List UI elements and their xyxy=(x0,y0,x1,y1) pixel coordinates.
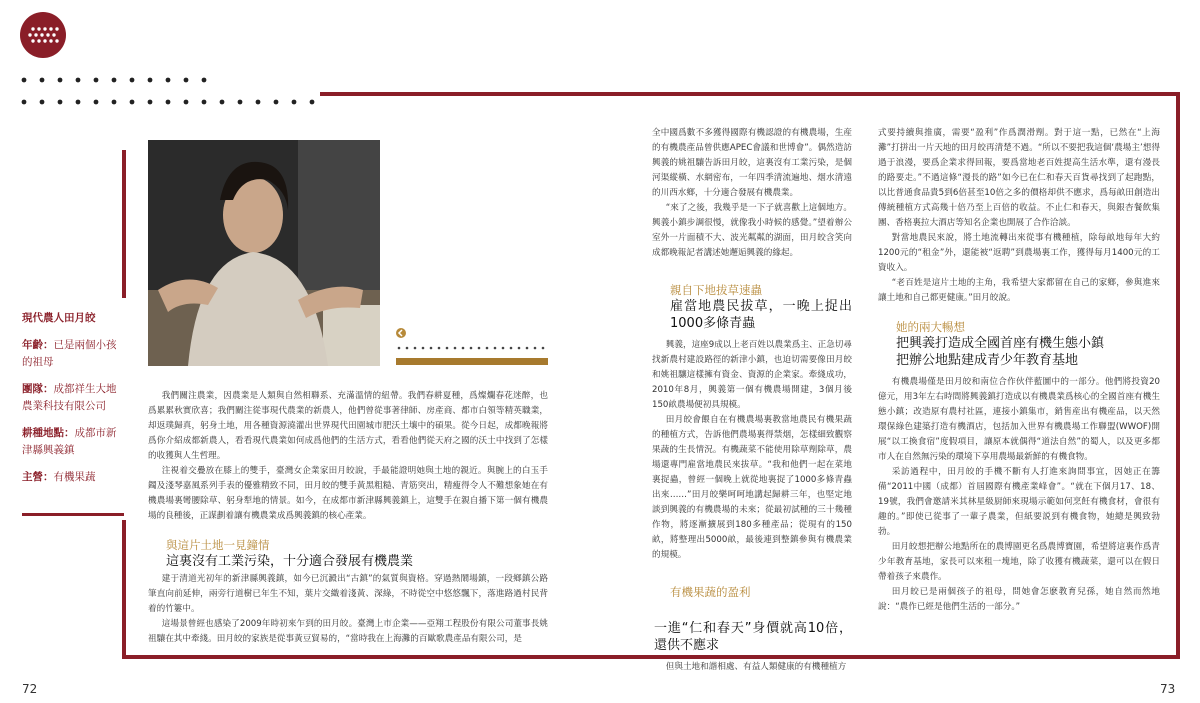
sidebar xyxy=(22,310,118,486)
sidebar-item-value: 成都市新津縣興義鎮 xyxy=(22,427,117,456)
page-number-right: 73 xyxy=(1160,682,1176,696)
paragraph: 對當地農民來說，將土地流轉出來從事有機種植，除每畝地每年大約1200元的“租金”外，還能被“返聘”到農場裏工作，獲得每月1400元的工資收入。 xyxy=(878,233,1160,273)
sidebar-item-location xyxy=(22,425,118,459)
sidebar-item-age xyxy=(22,337,118,371)
section-title: 雇當地農民拔草，一晚上捉出1000多條青蟲 xyxy=(670,299,852,331)
frame-bottom-line xyxy=(122,655,1180,659)
frame-left-line-upper xyxy=(122,150,126,298)
page-number-left: 72 xyxy=(22,682,38,696)
paragraph: 田月皎已是兩個孩子的祖母，問她會怎麽教育兒孫，她自然而然地說：“農作已經是他們生活的一部分。” xyxy=(878,587,1160,612)
portrait-photo xyxy=(148,140,380,366)
dotted-rule-icon xyxy=(396,345,548,351)
section-title: 一進“仁和春天”身價就高10倍，還供不應求 xyxy=(654,621,852,653)
paragraph: 興義，這座9成以上老百姓以農業爲主、正急切尋找新農村建設路徑的新津小鎮，也迫切需要像田月皎和姚祖驤這樣擁有資金、資源的企業家。牽綫成功，2010年8月，興義第一個有機農場開建，3個月後150畝農場便初具規模。 xyxy=(652,340,852,410)
sidebar-item-value: 有機果蔬 xyxy=(53,471,96,483)
column-3 xyxy=(878,126,1160,615)
section-eyebrow: 親自下地拔草速蟲 xyxy=(670,283,762,297)
sidebar-underline xyxy=(22,513,124,516)
section-eyebrow: 與這片土地一見鐘情 xyxy=(166,538,270,552)
paragraph: 這場景曾經也感染了2009年時初來乍到的田月皎。臺灣上市企業——亞翔工程股份有限公司董事長姚祖驤在其中牽綫。田月皎的家族是從事黃豆貿易的，“當時我在上海灘的百歐歌農產品有限公司，是 xyxy=(148,619,548,644)
sidebar-item-value: 已是兩個小孩的祖母 xyxy=(22,339,117,368)
paragraph: 有機農場僅是田月皎和南位合作伙伴藍圖中的一部分。他們將投資20億元，用3年左右時間將興義鎮打造成以有機農業爲核心的全國首座有機生態小鎮；改造原有農村社區，連接小鎮集市，銷售産出有機産品，以天然環保綠色建築打造有機酒店，包括加入世界有機農場工作聯盟(WWOF)開展“以工換食宿”度假項目，讓原本就偶得“道法自然”的蜀人，以及更多都市人在自然無污染的環境下享用農場最新鮮的有機食物。 xyxy=(878,377,1160,462)
sidebar-item-label: 年齡： xyxy=(22,339,54,351)
sidebar-item-label: 團隊： xyxy=(22,383,54,395)
paragraph: 但與土地和諧相處、有益人類健康的有機種植方 xyxy=(665,662,847,672)
column-1 xyxy=(148,389,548,647)
photo-illustration xyxy=(148,140,380,366)
sidebar-item-label: 主營： xyxy=(22,471,54,483)
paragraph: “來了之後，我幾乎是一下子就喜歡上這個地方。興義小鎮步調很慢，就像我小時候的感覺。”望着辦公室外一片面積不大、波光粼粼的湖面，田月皎含笑向成都晚報記者講述她邂逅興義的緣起。 xyxy=(652,203,852,258)
paragraph: 我們關注農業，因農業是人類與自然相聯系、充滿溫情的紐帶。我們春耕夏種，爲燦爛春花迷醉，也爲累累秋實欣喜；我們關注從事現代農業的新農人，他們曾從事著律師、房產商、都市白領等精英職業，却返璞歸真，躬身土地，用各種資源澆灌出世界現代田園城市肥沃土壤中的碩果。從今日起，成都晚報將爲你介紹成都新農人，看看現代農業如何成爲他們的生活方式，看看他們從天府之國的沃土中找到了怎樣的收獲與人生哲理。 xyxy=(148,391,548,461)
paragraph: 田月皎想把辦公地點所在的農博園更名爲農博寶園，希望將這裏作爲青少年教育基地，家長可以來租一塊地，除了收獲有機蔬菜，還可以在假日帶着孩子來農作。 xyxy=(878,542,1160,582)
section-eyebrow: 她的兩大暢想 xyxy=(896,320,965,334)
dotted-rule-icon xyxy=(20,76,220,84)
section-title: 這裏沒有工業污染，十分適合發展有機農業 xyxy=(166,554,414,569)
paragraph: 田月皎會餵自在有機農場裏教當地農民有機果蔬的種植方式，告訴他們農場裏得禁烟，怎樣細致觀察果蔬的生長情況。有機蔬菜不能使用除草劑除草，農場還專門雇當地農民來拔草。“我和他們一起在菜地裏捉蟲，曾經一個晚上就從地裏捉了1000多條青蟲出來……”田月皎樂呵呵地講起歸耕三年，也堅定地談到興義的有機農場的未來；從最初試種的三十幾種作物，將逐漸擴展到180多種產品；從現有的150畝，將整理出5000畝，最後連到整鎮參與有機農業的規模。 xyxy=(652,415,852,560)
section-eyebrow: 有機果蔬的盈利 xyxy=(670,585,751,599)
frame-right-line xyxy=(1176,92,1180,659)
sidebar-item-value: 成都祥生大地農業科技有限公司 xyxy=(22,383,117,412)
paragraph: 注視着交疊放在膝上的雙手，臺灣女企業家田月皎說，手最能證明她與土地的親近。與腕上的白玉手鐲及淺琴嘉風系列手表的優雅精致不同，田月皎的雙手黃黑粗糙、青筋突出，精瘦得令人不難想象她在有機農場裏彎腰除草、躬身犁地的情景。如今，在成都市新津縣興義鎮上，這雙手在親自播下第一個有機農場的良種後，正謀劃着讓有機農業成爲興義鎮的核心產業。 xyxy=(148,466,548,521)
quote-arrow-icon xyxy=(396,328,406,338)
paragraph: 全中國爲數不多獲得國際有機認證的有機農場，生産的有機農產品曾供應APEC會議和世博會”。偶然造訪興義的姚祖驤告訴田月皎，這裏沒有工業污染，是個河渠縱橫、水網密布，一年四季清流遍地、烟水清遠的川西水鄉，十分適合發展有機農業。 xyxy=(652,128,852,198)
frame-left-line-lower xyxy=(122,520,126,658)
sidebar-item-business xyxy=(22,469,118,486)
paragraph: 式要持續與推廣，需要“盈利”作爲潤滑劑。對于這一點，已然在“上海灘”打拼出一片天地的田月皎再清楚不過。“所以不要把我這個‘農場主’想得過于浪漫，要爲企業求得回報，要爲當地老百姓提高生活水準，還有漫長的路要走。”不過這條“漫長的路”如今已在仁和春天百貨尋找到了起跑點，以比普通食品貴5到6倍甚至10倍之多的價格却供不應求，爲每畝田創造出傳統種植方式高幾十倍乃至上百倍的收益。不止仁和春天，與銀杏餐飲集團、香格裏拉大酒店等知名企業也開展了合作洽談。 xyxy=(878,128,1160,228)
dot-badge-icon xyxy=(20,12,66,58)
sidebar-item-label: 耕種地點： xyxy=(22,427,75,439)
frame-top-line xyxy=(320,92,1180,96)
dotted-rule-icon xyxy=(20,98,330,106)
paragraph: 建于清道光初年的新津縣興義鎮，如今已沉澱出“古鎮”的氣質與資格。穿過熱鬧場鎮，一段鄉鎮公路筆直向前延伸，兩旁行道樹已年生不知，葉片交織着淺黃、深綠，不時從空中悠悠飄下，落進路過村民背着的竹簍中。 xyxy=(148,574,548,614)
sidebar-item-team xyxy=(22,381,118,415)
paragraph: 采訪過程中，田月皎的手機不斷有人打進來詢問事宜，因她正在籌備“2011中國（成都）首屆國際有機產業峰會”。“就在下個月17、18、19號，我們會邀請米其林星級厨師來現場示範如何烹飪有機食材，會很有趣的。”即使已從事了一輩子農業，但紙要説到有機食物，她總是興致勃勃。 xyxy=(878,467,1160,537)
paragraph: “老百姓是這片土地的主角，我希望大家都留在自己的家鄉，參與進來讓土地和自己都更健康。”田月皎說。 xyxy=(878,278,1160,303)
column-2 xyxy=(652,126,852,675)
section-title: 把興義打造成全國首座有機生態小鎮 把辦公地點建成青少年教育基地 xyxy=(896,336,1105,368)
accent-bar xyxy=(396,358,548,365)
sidebar-title: 現代農人田月皎 xyxy=(22,312,96,324)
